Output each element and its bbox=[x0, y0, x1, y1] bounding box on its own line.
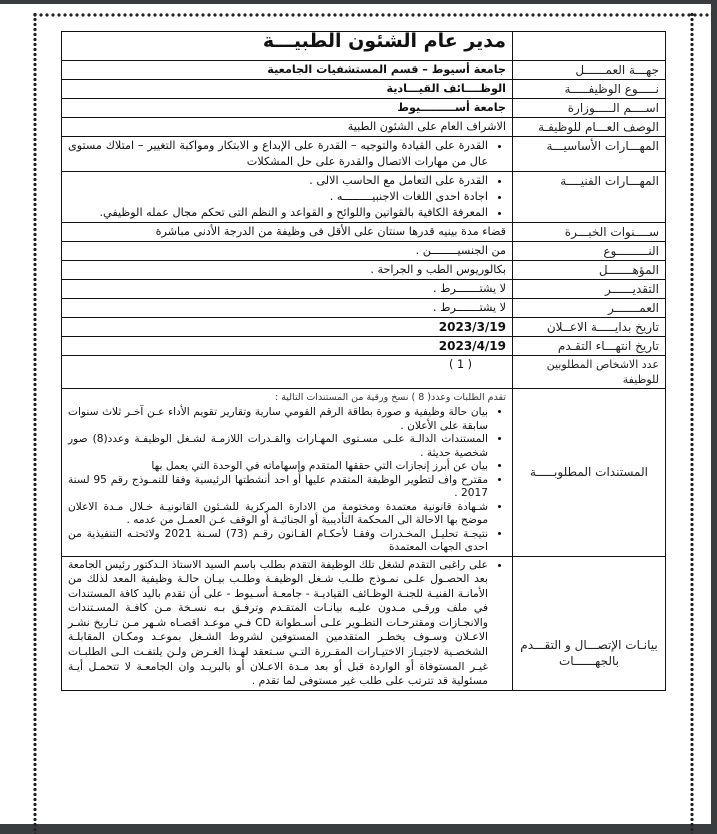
job-type-value: الوظــــائف القيـــادية bbox=[62, 80, 513, 99]
decorative-border-left bbox=[32, 12, 38, 834]
document-page bbox=[0, 4, 711, 824]
experience-value: قضاء مدة بينيه قدرها سنتان على الأقل فى وظيفة من الدرجة الأدنى مباشرة bbox=[62, 223, 513, 242]
gender-value: من الجنسيــــــــن . bbox=[62, 242, 513, 261]
list-item: • شـهادة قانونية معتمدة ومختومة من الادارة المركزية للشـئون القانونيـة خـلال مـدة الاعلان موضح بها الاحالة الى المحكمة التأديبية أو الجنائيـة أو الوقف عـن العمـل من عدمه . bbox=[68, 501, 488, 528]
list-item: • بيان حالة وظيفية و صورة بطاقة الرقم القومي سارية وتقارير تقويم الأداء عـن آخـر ثلاث سنوات سابقة على الأعلان . bbox=[68, 406, 488, 433]
table-row bbox=[62, 242, 666, 261]
start-date-value: 2023/3/19 bbox=[62, 318, 513, 337]
table-row bbox=[62, 99, 666, 118]
list-item: • المعرفة الكافية بالقوانين واللوائح و القواعد و النظم التى تحكم مجال عمله الوظيفي. bbox=[68, 205, 488, 221]
table-row bbox=[62, 80, 666, 99]
table-row bbox=[62, 280, 666, 299]
table-row bbox=[62, 389, 666, 557]
description-label: الوصف العـــام للوظيفـة bbox=[513, 118, 666, 137]
table-row bbox=[62, 318, 666, 337]
documents-intro: تقدم الطلبات وعدد( 8 ) نسخ ورقية من المستندات التالية : bbox=[274, 392, 506, 403]
title-label-cell bbox=[513, 32, 666, 61]
contact-cell bbox=[62, 556, 513, 690]
documents-cell bbox=[62, 389, 513, 557]
list-item: • اجادة احدى اللغات الاجنبيـــــــــه . bbox=[68, 189, 488, 205]
count-label: عدد الاشخاص المطلوبين للوظيفة bbox=[513, 356, 666, 389]
title-row bbox=[62, 32, 666, 61]
technical-skills-cell bbox=[62, 172, 513, 223]
gender-label: النـــــــــوع bbox=[513, 242, 666, 261]
age-label: العمـــــــر bbox=[513, 299, 666, 318]
table-row bbox=[62, 118, 666, 137]
decorative-border-right bbox=[689, 12, 695, 834]
qualification-value: بكالوريوس الطب و الجراحة . bbox=[62, 261, 513, 280]
decorative-border-top bbox=[32, 12, 712, 18]
list-item: • على راغبى التقدم لشغل تلك الوظيفة التقدم بطلب باسم السيد الاستاذ الـدكتور رئيس الجامعة بعد الحصـول علـى نمـوذج طلـب شـغل الوظيفـة وطلـب بيـان حالـة وظيفية المعد لذلك من الأمانـة الفنيـة للجنـة الوظـائف القياديـة - جامعـة أسـيوط - على أن تقدم باليد كافة المستندات في ملف ورقـى مـدون عليـه بيانـات المتقـدم وترفـق بـه نسـخة مـن كافـة المسـتندات والانجـازات ومقترحـات التطـوير علـى أسـطوانة CD فـي موعـد اقصـاه شـهر مـن تـاريخ نشـر الاعـلان وسـوف يخطـر المتقدمين المستوفين لشروط الشـغل بموعـد ومكـان المقابلـة الشخصـية لاجتيـاز الاختيـارات المقـررة التـي سـتعقد لهـذا الغـرض ولـن يلتفـت الـى الطلبـات غيـر المستوفاة أو الواردة قبل أو بعد مـدة الاعـلان أو بالبريـد وان الجامعـة لا تتحمـل أيـة مسئولية قد تترتب على طلب غير مستوفى لما تقدم . bbox=[68, 558, 488, 689]
grade-value: لا يشتـــــــرط . bbox=[62, 280, 513, 299]
list-item: • القدرة على التعامل مع الحاسب الالى . bbox=[68, 173, 488, 189]
count-value: ( 1 ) bbox=[62, 356, 513, 389]
table-row bbox=[62, 261, 666, 280]
list-item: • المستندات الدالـة علـى مسـتوى المهـارات والقـدرات اللازمـة لشـغل الوظيفـة وعدد(8) صور شخصية حديثة . bbox=[68, 433, 488, 460]
basic-skills-cell bbox=[62, 137, 513, 172]
end-date-value: 2023/4/19 bbox=[62, 337, 513, 356]
list-item: • القدرة على القيادة والتوجيه – القدرة على الإبداع و الابتكار ومواكبة التغيير – امتلاك مستوى عال من مهارات الاتصال والقدرة على حل المشكلات bbox=[68, 138, 488, 170]
workplace-label: جهـــة العمــــــل bbox=[513, 61, 666, 80]
start-date-label: تاريخ بدايـــــة الاعــلان bbox=[513, 318, 666, 337]
table-row bbox=[62, 356, 666, 389]
grade-label: التقديــــــر bbox=[513, 280, 666, 299]
experience-label: ســــنوات الخبـــرة bbox=[513, 223, 666, 242]
table-row bbox=[62, 556, 666, 690]
qualification-label: المؤهـــــــل bbox=[513, 261, 666, 280]
technical-skills-label: المهـــارات الفنيــــة bbox=[513, 172, 666, 223]
description-value: الاشراف العام على الشئون الطبية bbox=[62, 118, 513, 137]
ministry-label: اســــم الـــــوزارة bbox=[513, 99, 666, 118]
documents-label: المستندات المطلوبـــــة bbox=[513, 389, 666, 557]
table-row bbox=[62, 223, 666, 242]
table-row bbox=[62, 61, 666, 80]
end-date-label: تاريخ انتهـــاء التقـدم bbox=[513, 337, 666, 356]
list-item: • مقترح واف لتطوير الوظيفة المتقدم عليها أو احد أنشطتها الرئيسية وفقا للنمـوذج رقم 95 لسنة 2017 . bbox=[68, 474, 488, 501]
basic-skills-label: المهـــارات الأساسيـــة bbox=[513, 137, 666, 172]
contact-label: بيانـات الإتصـــال و التقـــدم بالجهــــــات bbox=[513, 556, 666, 690]
table-row bbox=[62, 172, 666, 223]
job-type-label: نـــــوع الوظيفـــــة bbox=[513, 80, 666, 99]
table-row bbox=[62, 299, 666, 318]
job-announcement-table bbox=[61, 31, 666, 691]
workplace-value: جامعة أسيوط – قسم المستشفيات الجامعية bbox=[62, 61, 513, 80]
job-title: مدير عام الشئون الطبيـــة bbox=[62, 32, 513, 61]
age-value: لا يشتـــــــرط . bbox=[62, 299, 513, 318]
ministry-value: جامعة أســـــــــيوط bbox=[62, 99, 513, 118]
table-row bbox=[62, 137, 666, 172]
table-row bbox=[62, 337, 666, 356]
list-item: • نتيجـة تحليـل المخـدرات وفقـا لأحكـام القـانون رقـم (73) لسـنة 2021 ولائحتـه التنفيذية من احدى الجهات المعتمدة bbox=[68, 528, 488, 555]
list-item: • بيان عن أبرز إنجازات التي حققها المتقدم وإسهاماته في الوحدة التي يعمل بها bbox=[68, 460, 488, 474]
